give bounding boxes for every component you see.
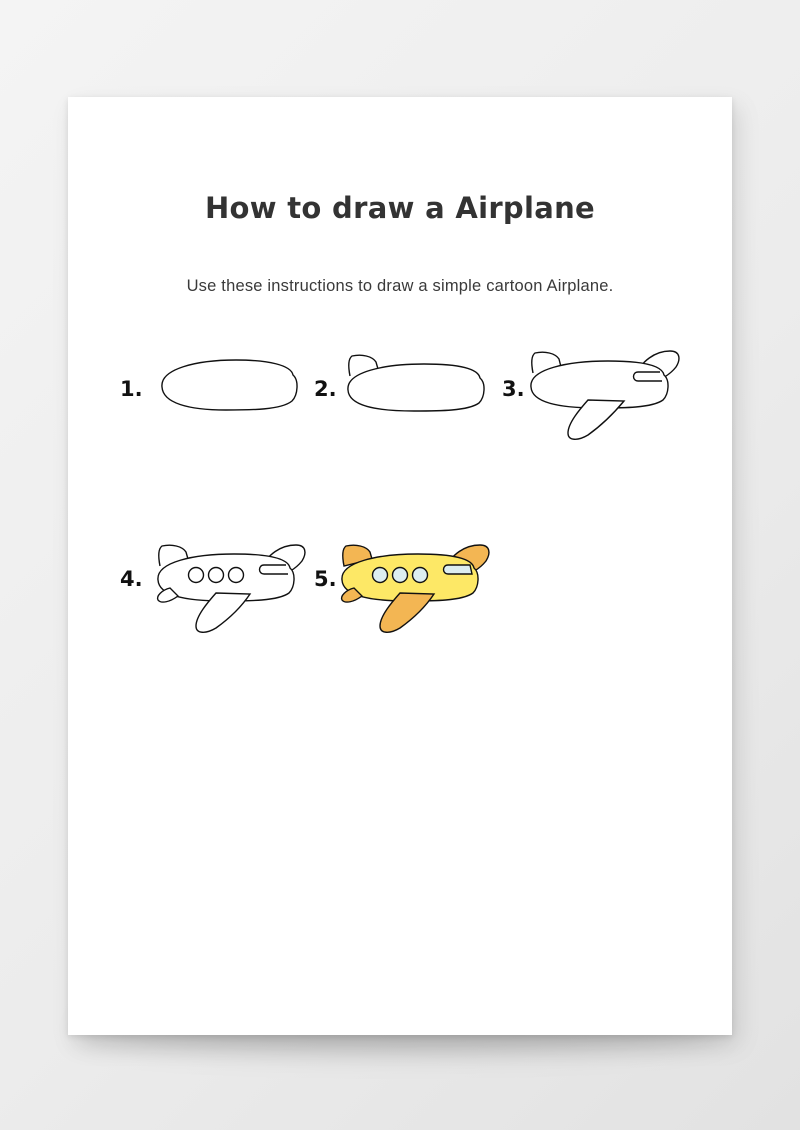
page-subtitle: Use these instructions to draw a simple cartoon Airplane. bbox=[186, 277, 614, 295]
step-5-label: 5. bbox=[314, 567, 337, 591]
step-3-label: 3. bbox=[502, 377, 525, 401]
step-5-drawing bbox=[338, 542, 493, 642]
page-title: How to draw a Airplane bbox=[204, 191, 595, 225]
step-4-drawing bbox=[154, 542, 309, 642]
step-2-drawing bbox=[344, 352, 489, 417]
step-1-drawing bbox=[156, 355, 301, 415]
worksheet-page bbox=[68, 97, 732, 1035]
step-3-drawing bbox=[528, 347, 683, 447]
step-1-label: 1. bbox=[120, 377, 143, 401]
step-2-label: 2. bbox=[314, 377, 337, 401]
step-4-label: 4. bbox=[120, 567, 143, 591]
